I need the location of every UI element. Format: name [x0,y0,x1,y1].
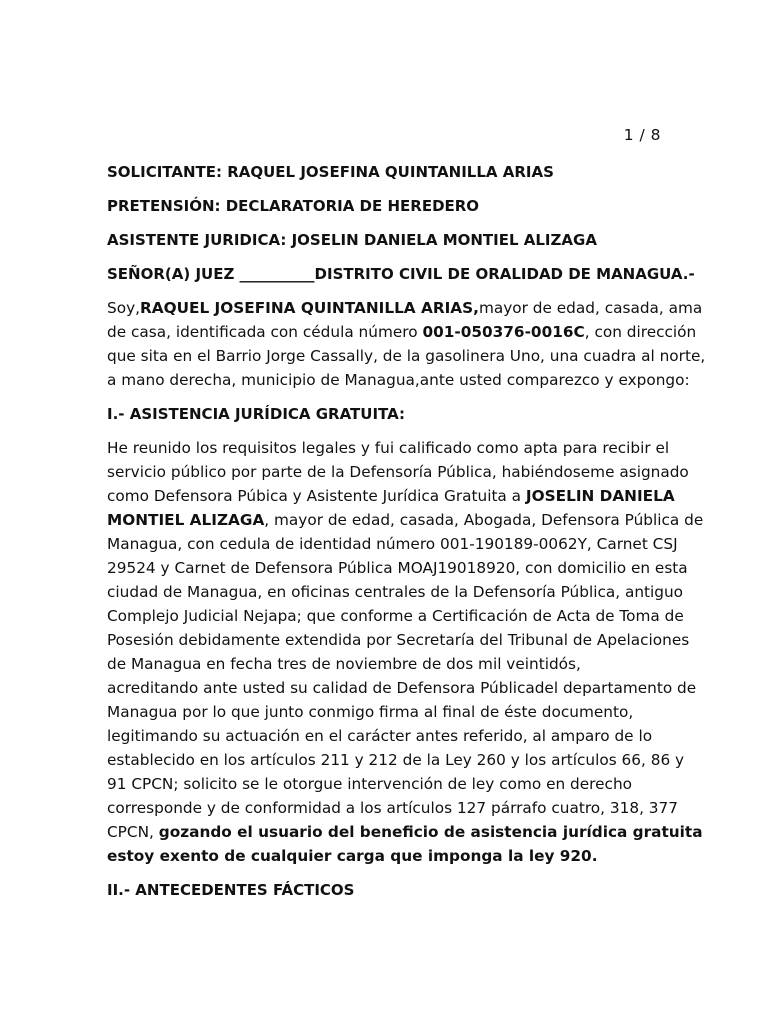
heading-juez: SEÑOR(A) JUEZ __________DISTRITO CIVIL DE ORALIDAD DE MANAGUA.- [107,265,695,283]
text-line: que sita en el Barrio Jorge Cassally, de la gasolinera Uno, una cuadra al norte, [107,347,706,365]
text-run: Soy, [107,299,140,317]
text-line: acreditando ante usted su calidad de Defensora Públicadel departamento de [107,679,697,697]
text-line: Managua por lo que junto conmigo firma al final de éste documento, [107,703,634,721]
bold-clause: estoy exento de cualquier carga que imponga la ley 920. [107,847,598,865]
text-line [107,508,704,532]
text-line: Posesión debidamente extendida por Secretaría del Tribunal de Apelaciones [107,631,690,649]
text-run: de casa, identificada con cédula número [107,323,423,341]
section-title-antecedentes: II.- ANTECEDENTES FÁCTICOS [107,881,355,899]
text-line: de Managua en fecha tres de noviembre de dos mil veintidós, [107,655,581,673]
text-line [107,484,675,508]
defender-surname: MONTIEL ALIZAGA [107,511,265,529]
bold-clause: gozando el usuario del beneficio de asistencia jurídica gratuita [158,823,703,841]
text-line: Managua, con cedula de identidad número 001-190189-0062Y, Carnet CSJ [107,535,678,553]
text-run: como Defensora Púbica y Asistente Jurídica Gratuita a [107,487,526,505]
text-run: , con dirección [584,323,697,341]
heading-asistente: ASISTENTE JURIDICA: JOSELIN DANIELA MONTIEL ALIZAGA [107,231,597,249]
text-line: ciudad de Managua, en oficinas centrales de la Defensoría Pública, antiguo [107,583,684,601]
page-number: 1 / 8 [623,126,661,144]
section-title-asistencia: I.- ASISTENCIA JURÍDICA GRATUITA: [107,405,405,423]
text-line: Complejo Judicial Nejapa; que conforme a Certificación de Acta de Toma de [107,607,684,625]
heading-pretension: PRETENSIÓN: DECLARATORIA DE HEREDERO [107,197,480,215]
text-line [107,820,703,844]
heading-solicitante: SOLICITANTE: RAQUEL JOSEFINA QUINTANILLA ARIAS [107,163,554,181]
text-line: a mano derecha, municipio de Managua,ante usted comparezco y expongo: [107,371,690,389]
text-line: establecido en los artículos 211 y 212 de la Ley 260 y los artículos 66, 86 y [107,751,685,769]
text-line [107,296,703,320]
applicant-name: RAQUEL JOSEFINA QUINTANILLA ARIAS, [139,299,479,317]
text-line: 91 CPCN; solicito se le otorgue intervención de ley como en derecho [107,775,633,793]
text-line: servicio público por parte de la Defensoría Pública, habiéndoseme asignado [107,463,689,481]
defender-name: JOSELIN DANIELA [525,487,675,505]
text-run: , mayor de edad, casada, Abogada, Defensora Pública de [264,511,704,529]
text-line: 29524 y Carnet de Defensora Pública MOAJ19018920, con domicilio en esta [107,559,688,577]
text-run: mayor de edad, casada, ama [478,299,703,317]
applicant-id: 001-050376-0016C [422,323,585,341]
text-line [107,320,697,344]
text-line: legitimando su actuación en el carácter antes referido, al amparo de lo [107,727,653,745]
text-line: He reunido los requisitos legales y fui calificado como apta para recibir el [107,439,670,457]
document-body [107,160,706,912]
asistencia-paragraph [107,436,704,868]
text-run: CPCN, [107,823,159,841]
text-line: corresponde y de conformidad a los artículos 127 párrafo cuatro, 318, 377 [107,799,679,817]
intro-paragraph [107,296,706,392]
